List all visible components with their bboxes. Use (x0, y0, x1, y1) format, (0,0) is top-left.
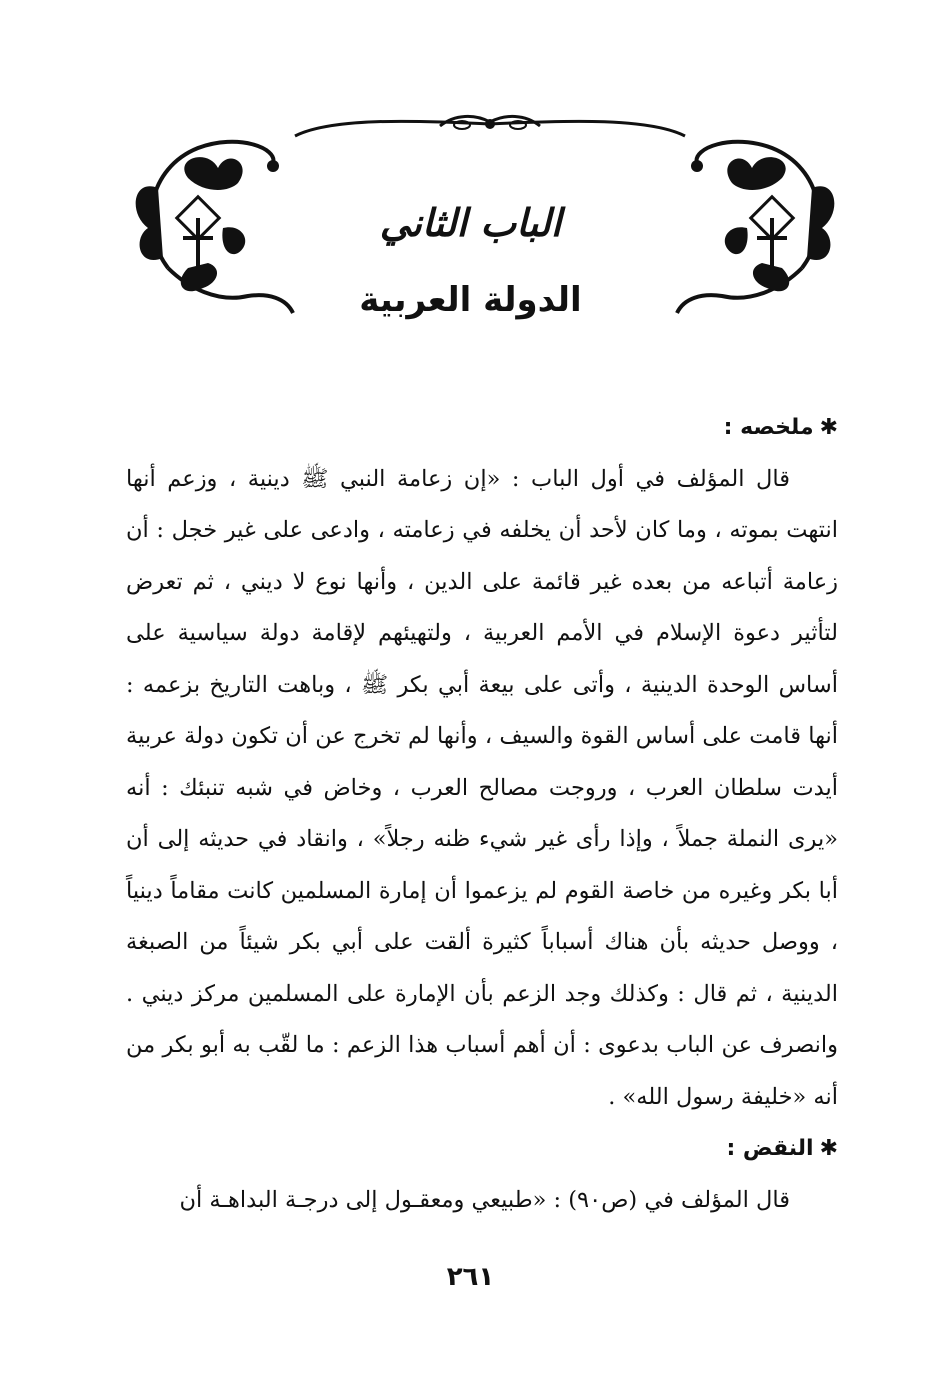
body-text (126, 402, 838, 1226)
top-scroll-ornament-icon (290, 108, 690, 148)
star-bullet-icon: ✱ (819, 415, 838, 440)
section-paragraph-refutation: قال المؤلف في (ص٩٠) : «طبيعي ومعقـول إلى درجـة البداهـة أن (179, 1186, 790, 1213)
section-heading-label: ملخصه : (723, 415, 814, 440)
chapter-subtitle: الدولة العربية (359, 280, 582, 320)
section-heading-summary (126, 402, 838, 454)
star-bullet-icon: ✱ (819, 1136, 838, 1161)
section-heading-refutation (126, 1123, 838, 1175)
section-heading-label: النقض : (726, 1136, 814, 1161)
section-paragraph-summary: قال المؤلف في أول الباب : «إن زعامة النبي ﷺ دينية ، وزعم أنها انتهت بموته ، وما كان لأحد أن يخلفه في زعامته ، وادعى على غير خجل : أن زعامة أتباعه من بعده غير قائمة على الدين ، وأنها نوع لا ديني ، ثم تعرض لتأثير دعوة الإسلام في الأمم العربية ، ولتهيئهم لإقامة دولة سياسية على أساس الوحدة الدينية ، وأتى على بيعة أبي بكر ﷺ ، وباهت التاريخ بزعمه : أنها قامت على أساس القوة والسيف ، وأنها لم تخرج عن أن تكون دولة عربية أيدت سلطان العرب ، وروجت مصالح العرب ، وخاض في شبه تنبئك : أنه «يرى النملة جملاً ، وإذا رأى غير شيء ظنه رجلاً» ، وانقاد في حديثه إلى أن أبا بكر وغيره من خاصة القوم لم يزعموا أن إمارة المسلمين كانت مقاماً دينياً ، ووصل حديثه بأن هناك أسباباً كثيرة ألقت على أبي بكر شيئاً من الصبغة الدينية ، ثم قال : وكذلك وجد الزعم بأن الإمارة على المسلمين مركز ديني . وانصرف عن الباب بدعوى : أن أهم أسباب هذا الزعم : ما لقّب به أبو بكر من أنه «خليفة رسول الله» . (126, 465, 838, 1110)
chapter-title: الباب الثاني (379, 200, 562, 245)
page-number: ٢٦١ (446, 1262, 495, 1292)
